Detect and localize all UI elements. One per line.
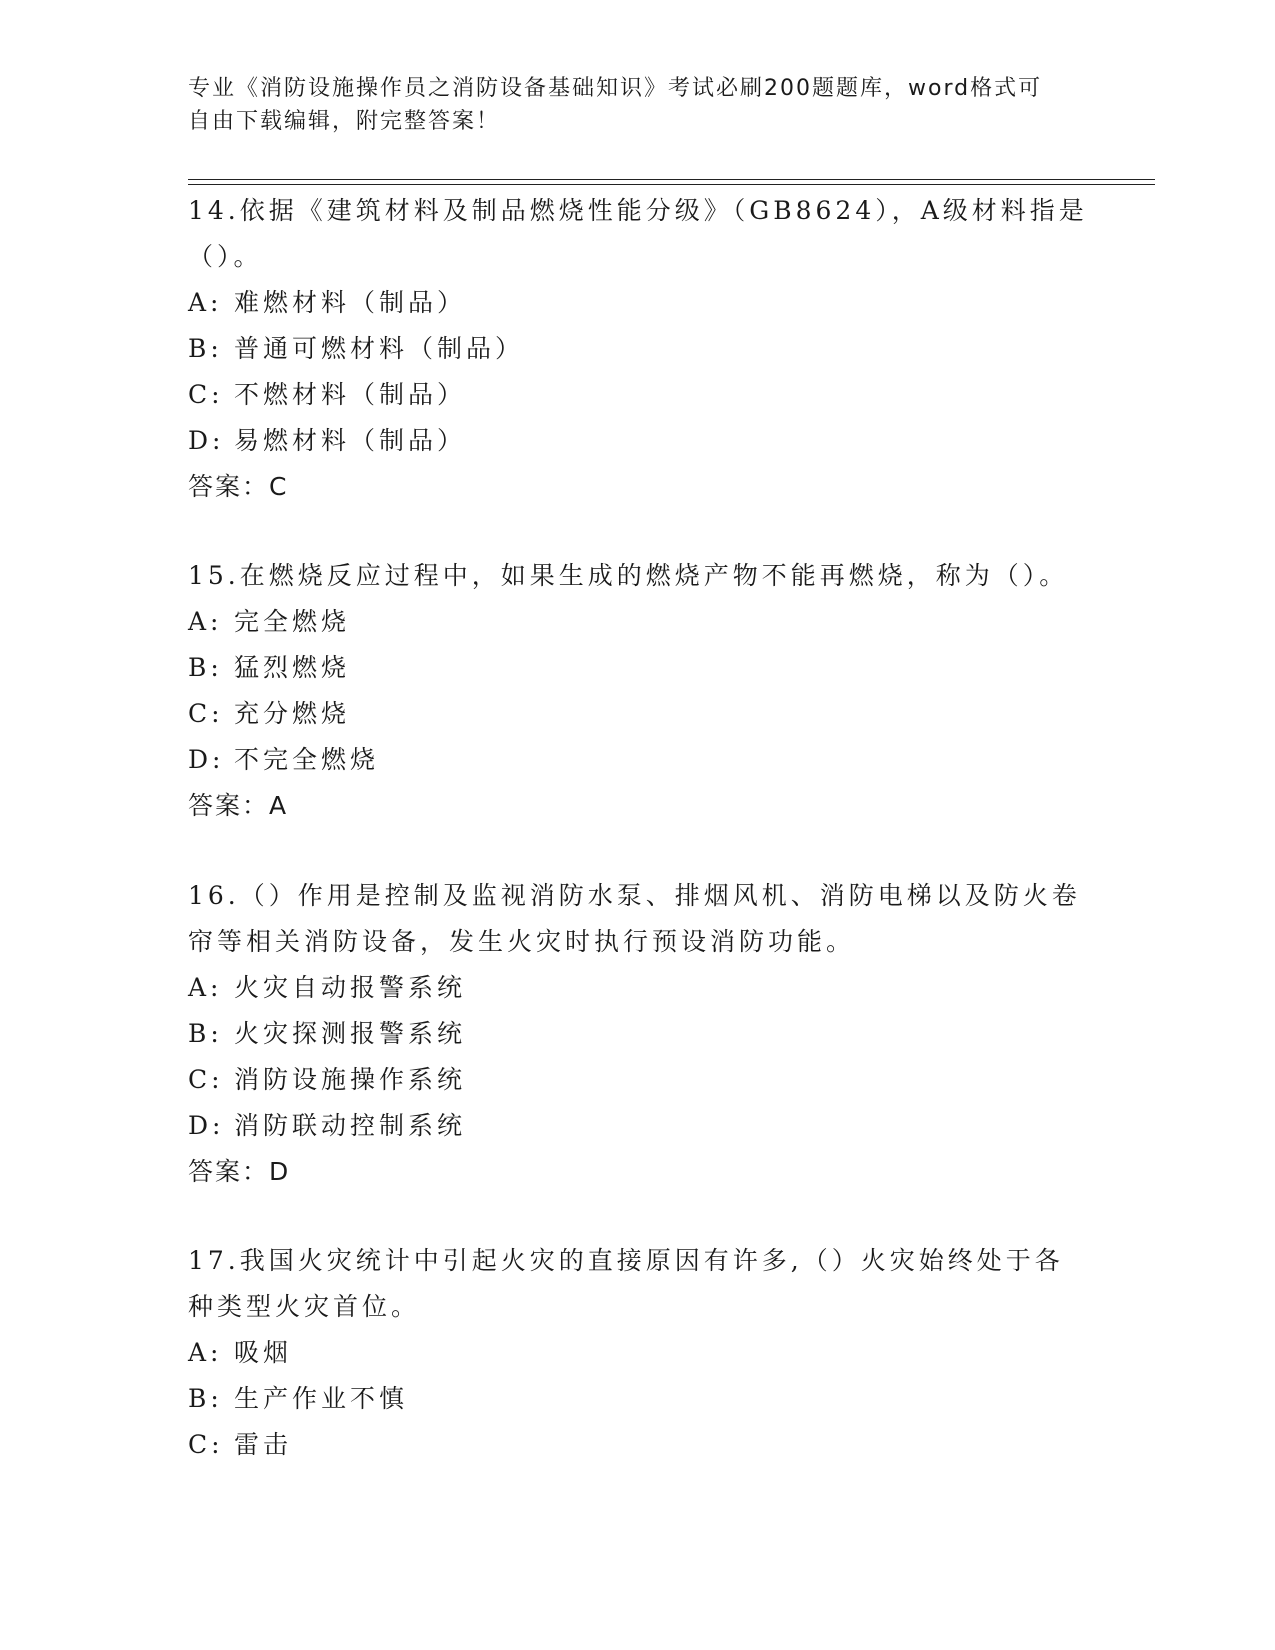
option-text: 不完全燃烧 bbox=[234, 745, 380, 774]
option-text: 猛烈燃烧 bbox=[234, 653, 351, 682]
option-text: 消防联动控制系统 bbox=[234, 1111, 467, 1140]
option-a bbox=[188, 1330, 1088, 1376]
question-stem-line: （）。 bbox=[188, 242, 263, 271]
answer-line: 答案：A bbox=[188, 791, 289, 820]
answer-line: 答案：D bbox=[188, 1157, 291, 1186]
option-key: D: bbox=[188, 1111, 225, 1140]
question-stem-line: 17.我国火灾统计中引起火灾的直接原因有许多,（）火灾始终处于各 bbox=[188, 1246, 1064, 1275]
option-text: 火灾探测报警系统 bbox=[234, 1019, 467, 1048]
option-c bbox=[188, 1057, 1088, 1103]
option-key: B: bbox=[188, 1384, 223, 1413]
option-b bbox=[188, 645, 1088, 691]
header-line-1: 专业《消防设施操作员之消防设备基础知识》考试必刷200题题库，word格式可 bbox=[188, 76, 1043, 101]
option-d bbox=[188, 737, 1088, 783]
option-key: B: bbox=[188, 653, 223, 682]
option-b bbox=[188, 326, 1088, 372]
option-key: A: bbox=[188, 288, 223, 317]
option-key: B: bbox=[188, 1019, 223, 1048]
option-d bbox=[188, 1103, 1088, 1149]
option-text: 难燃材料（制品） bbox=[234, 288, 467, 317]
question-stem-line: 种类型火灾首位。 bbox=[188, 1292, 421, 1321]
option-c bbox=[188, 372, 1088, 418]
option-key: D: bbox=[188, 426, 225, 455]
option-d bbox=[188, 418, 1088, 464]
option-text: 普通可燃材料（制品） bbox=[234, 334, 525, 363]
option-b bbox=[188, 1011, 1088, 1057]
option-key: C: bbox=[188, 1430, 224, 1459]
option-key: C: bbox=[188, 380, 224, 409]
option-key: A: bbox=[188, 1338, 223, 1367]
option-text: 吸烟 bbox=[234, 1338, 293, 1367]
option-a bbox=[188, 599, 1088, 645]
option-b bbox=[188, 1376, 1088, 1422]
option-c bbox=[188, 691, 1088, 737]
option-c bbox=[188, 1422, 1088, 1468]
question-stem-line: 帘等相关消防设备，发生火灾时执行预设消防功能。 bbox=[188, 927, 856, 956]
question-stem-line: 14.依据《建筑材料及制品燃烧性能分级》（GB8624），A级材料指是 bbox=[188, 196, 1088, 225]
header-rule-bottom bbox=[188, 184, 1155, 185]
question-stem-line: 15.在燃烧反应过程中，如果生成的燃烧产物不能再燃烧，称为（）。 bbox=[188, 561, 1069, 590]
question-stem-line: 16.（）作用是控制及监视消防水泵、排烟风机、消防电梯以及防火卷 bbox=[188, 881, 1081, 910]
option-key: C: bbox=[188, 699, 224, 728]
option-text: 完全燃烧 bbox=[234, 607, 351, 636]
option-text: 消防设施操作系统 bbox=[234, 1065, 467, 1094]
option-key: A: bbox=[188, 607, 223, 636]
option-key: C: bbox=[188, 1065, 224, 1094]
option-a bbox=[188, 965, 1088, 1011]
option-text: 充分燃烧 bbox=[234, 699, 351, 728]
header-line-2: 自由下载编辑，附完整答案！ bbox=[188, 109, 501, 134]
document-header bbox=[188, 72, 1088, 138]
option-text: 火灾自动报警系统 bbox=[234, 973, 467, 1002]
option-text: 生产作业不慎 bbox=[234, 1384, 409, 1413]
answer-line: 答案：C bbox=[188, 472, 289, 501]
option-text: 易燃材料（制品） bbox=[234, 426, 467, 455]
option-text: 雷击 bbox=[234, 1430, 293, 1459]
option-key: D: bbox=[188, 745, 225, 774]
question-15 bbox=[188, 553, 1088, 829]
question-16 bbox=[188, 873, 1088, 1195]
option-key: A: bbox=[188, 973, 223, 1002]
option-text: 不燃材料（制品） bbox=[234, 380, 467, 409]
header-rule-top bbox=[188, 179, 1155, 180]
option-key: B: bbox=[188, 334, 223, 363]
question-14 bbox=[188, 188, 1088, 510]
option-a bbox=[188, 280, 1088, 326]
question-17 bbox=[188, 1238, 1088, 1468]
